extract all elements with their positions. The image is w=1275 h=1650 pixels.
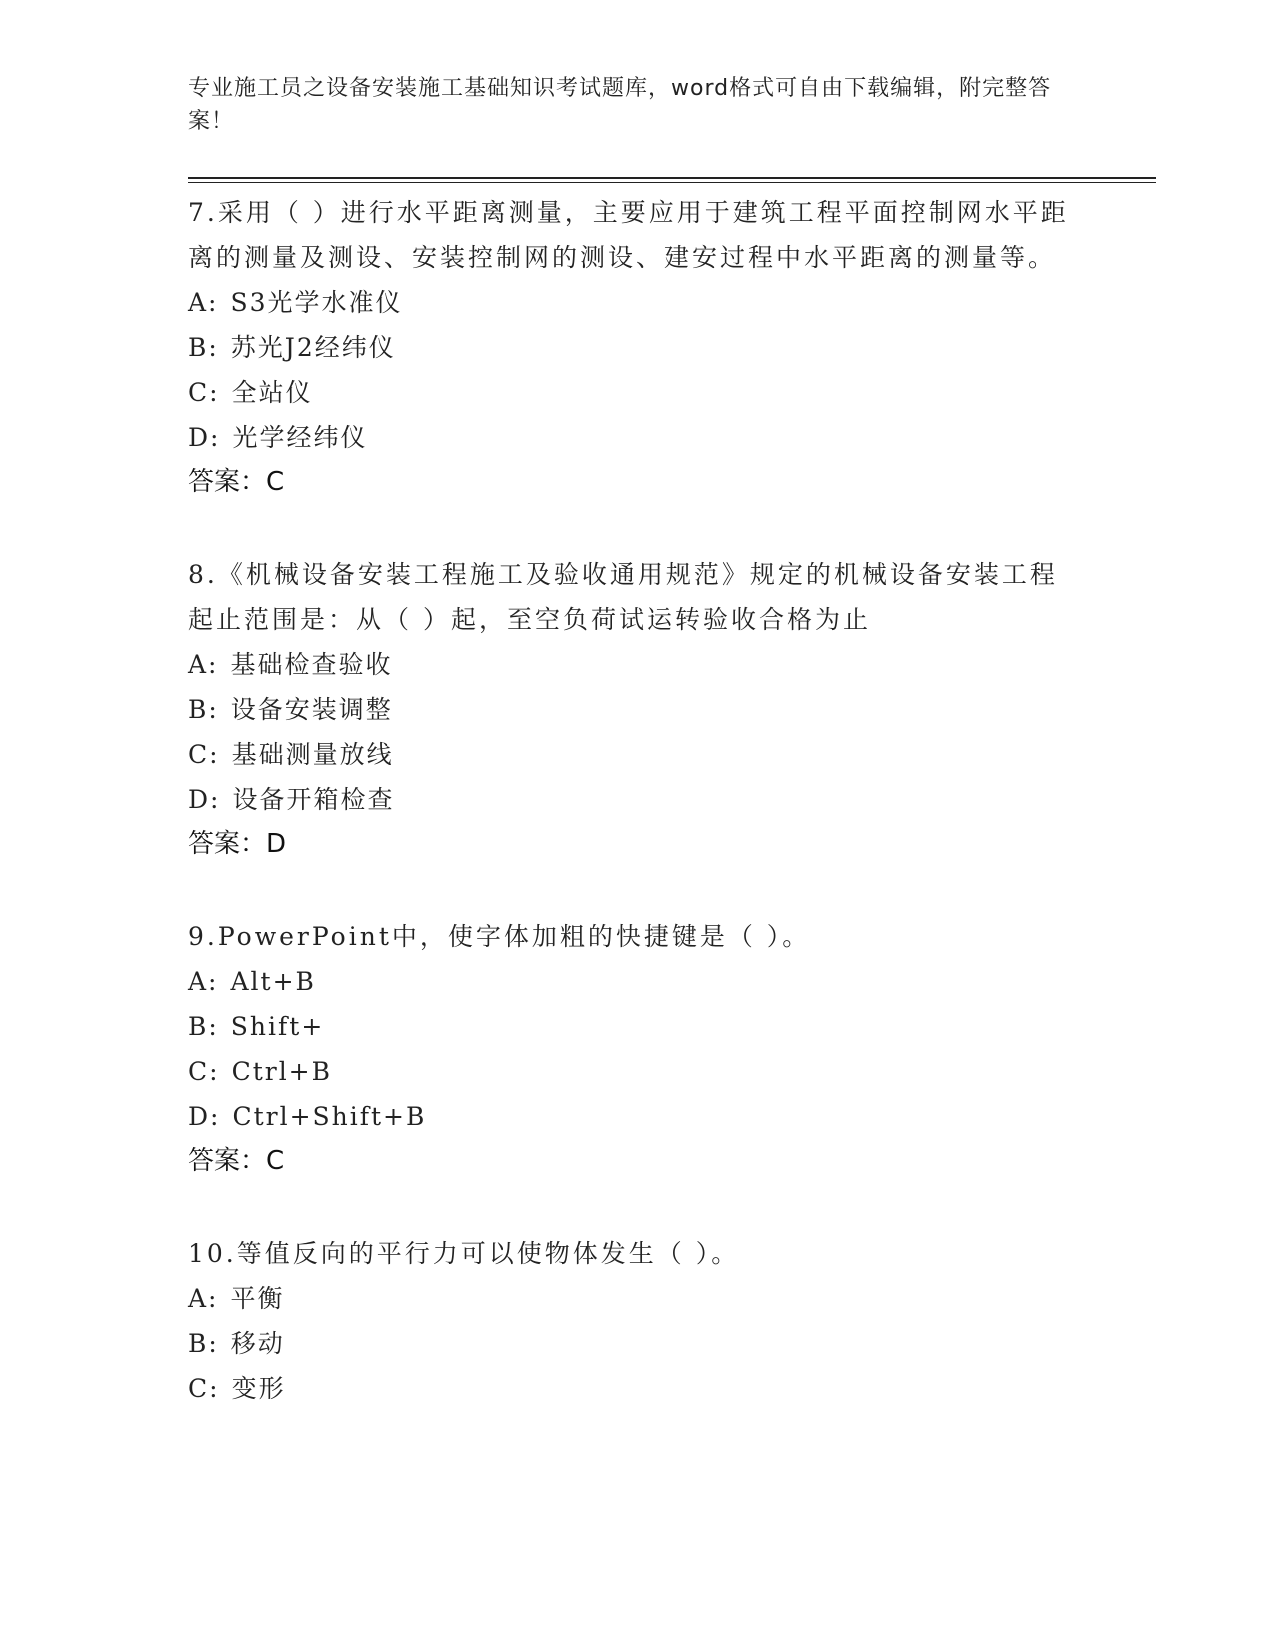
option-text: 设备开箱检查 (232, 785, 395, 814)
option-text: 平衡 (230, 1284, 285, 1313)
option-label: B: (188, 333, 219, 362)
option-text: Shift+ (230, 1012, 325, 1041)
option-b (188, 325, 1088, 370)
option-d (188, 415, 1088, 460)
option-label: C: (188, 1057, 220, 1086)
option-b (188, 1004, 1088, 1049)
question-8 (188, 552, 1088, 867)
question-list (188, 190, 1088, 1458)
answer-text: 答案：C (188, 1146, 285, 1176)
option-label: B: (188, 1012, 219, 1041)
option-label: B: (188, 695, 219, 724)
option-text: 苏光J2经纬仪 (230, 333, 396, 362)
option-label: C: (188, 1374, 220, 1403)
option-d (188, 1094, 1088, 1139)
header-divider-thin (188, 182, 1156, 183)
option-label: A: (188, 967, 219, 996)
option-text: Ctrl+B (231, 1057, 333, 1086)
option-text: 基础检查验收 (230, 650, 393, 679)
question-10 (188, 1231, 1088, 1411)
option-label: C: (188, 740, 220, 769)
option-label: C: (188, 378, 220, 407)
option-a (188, 959, 1088, 1004)
option-text: S3光学水准仪 (230, 288, 403, 317)
option-label: D: (188, 423, 221, 452)
option-c (188, 1049, 1088, 1094)
option-text: 全站仪 (231, 378, 313, 407)
option-b (188, 1321, 1088, 1366)
option-text: 变形 (231, 1374, 286, 1403)
option-a (188, 1276, 1088, 1321)
option-label: B: (188, 1329, 219, 1358)
option-text: 基础测量放线 (231, 740, 394, 769)
question-stem: 8.《机械设备安装工程施工及验收通用规范》规定的机械设备安装工程起止范围是：从（ ）起，至空负荷试运转验收合格为止 (188, 560, 1058, 634)
question-stem: 7.采用（ ）进行水平距离测量，主要应用于建筑工程平面控制网水平距离的测量及测设、安装控制网的测设、建安过程中水平距离的测量等。 (188, 198, 1069, 272)
question-stem: 10.等值反向的平行力可以使物体发生（ ）。 (188, 1239, 740, 1268)
option-d (188, 777, 1088, 822)
option-a (188, 642, 1088, 687)
option-c (188, 732, 1088, 777)
option-label: A: (188, 650, 219, 679)
question-7 (188, 190, 1088, 505)
option-a (188, 280, 1088, 325)
header-divider (188, 177, 1156, 179)
answer-text: 答案：D (188, 829, 287, 859)
question-stem: 9.PowerPoint中，使字体加粗的快捷键是（ ）。 (188, 922, 811, 951)
option-text: 光学经纬仪 (232, 423, 368, 452)
page-header: 专业施工员之设备安装施工基础知识考试题库，word格式可自由下载编辑，附完整答案！ (188, 76, 1052, 134)
option-text: Alt+B (230, 967, 316, 996)
option-text: 移动 (230, 1329, 285, 1358)
option-label: D: (188, 1102, 221, 1131)
question-9 (188, 914, 1088, 1184)
answer-text: 答案：C (188, 467, 285, 497)
option-label: D: (188, 785, 221, 814)
option-label: A: (188, 288, 219, 317)
option-c (188, 1366, 1088, 1411)
option-b (188, 687, 1088, 732)
option-text: 设备安装调整 (230, 695, 393, 724)
option-text: Ctrl+Shift+B (232, 1102, 427, 1131)
option-c (188, 370, 1088, 415)
option-label: A: (188, 1284, 219, 1313)
